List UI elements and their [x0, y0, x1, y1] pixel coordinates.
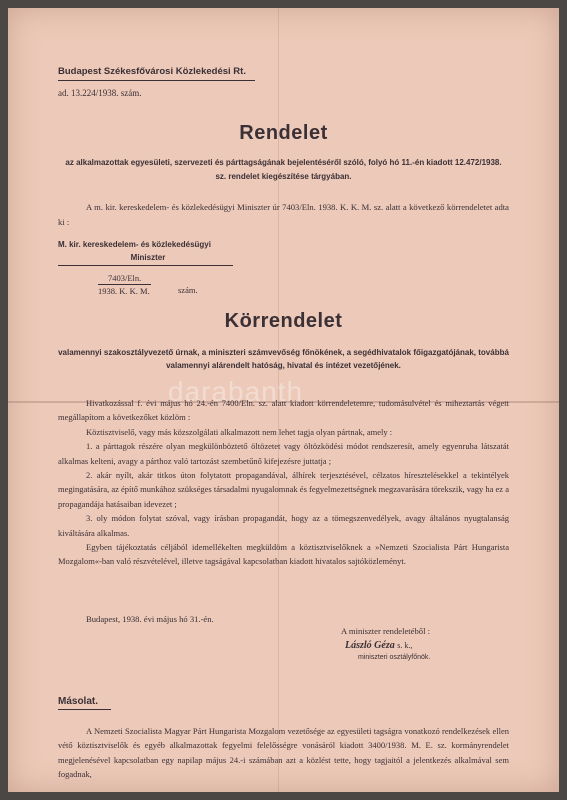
header-underline [58, 80, 255, 81]
circular-szam: szám. [178, 285, 198, 295]
signature-name [345, 640, 412, 651]
signature-preamble: A miniszter rendeletéből : [341, 626, 431, 636]
body-paragraph: 1. a párttagok részére olyan megkülönböztető öltözetet vagy öltözködési módot rendszeresít, amely egyenruha látszatát alkalmas kelteni, avagy a párthoz való tartozást szembetűnő kifejezésre juttatja ; [58, 441, 509, 466]
body-text [58, 396, 509, 569]
body-paragraph: Hivatkozással f. évi május hó 24.-én 7400/Eln. sz. alatt kiadott körrendeletemre, tudomásulvétel és miheztartás végett megállapítom a következőket közlöm : [58, 398, 509, 423]
title-korrendelet: Körrendelet [224, 310, 343, 332]
watermark: darabanth [168, 376, 304, 407]
circular-year: 1938. K. K. M. [98, 286, 150, 296]
circular-number: 7403/Eln. [98, 272, 151, 285]
ministry-line-2: Miniszter [130, 253, 166, 262]
signer-title: miniszteri osztályfőnök. [358, 654, 431, 661]
reference-number: ad. 13.224/1938. szám. [58, 88, 142, 98]
ministry-underline [58, 265, 233, 266]
copy-underline [58, 709, 111, 710]
body-paragraph: 3. oly módon folytat szóval, vagy írásban propagandát, hogy az a tömegszenvedélyek, avagy általános nyugtalanság kiváltására alkalmas. [58, 513, 509, 538]
ministry-line-1: M. kir. kereskedelem- és közlekedésügyi [58, 240, 211, 249]
title-rendelet: Rendelet [239, 122, 328, 144]
company-name: Budapest Székesfővárosi Közlekedési Rt. [58, 66, 246, 77]
intro-paragraph: A m. kir. kereskedelem- és közlekedésügyi Miniszter úr 7403/Eln. 1938. K. K. M. sz. alatt a következő körrendeletet adta ki : [58, 202, 509, 227]
signer-sk: s. k., [397, 641, 413, 650]
body-paragraph: Egyben tájékoztatás céljából idemellékelten megküldöm a köztisztviselőknek a »Nemzeti Szocialista Párt Hungarista Mozgalom«-ban való részvételével, illetve tagságával kapcsolatban kiadott hivatalos sajtóközleményt. [58, 542, 509, 567]
document-page [8, 8, 559, 792]
copy-paragraph: A Nemzeti Szocialista Magyar Párt Hungarista Mozgalom vezetősége az egyesületi tagságra vonatkozó rendelkezések ellen vétő köztisztviselők és egyéb alkalmazottak fegyelmi felelősségre vonásáról kiadott 3400/1938. M. E. sz. kormányrendelet megjelenésével kapcsolatban egy napilap május 24.-i számában azt a közlést tette, hogy tagjaitól a jelentkezés alkalmával sem fogadnak, [58, 726, 509, 780]
subtitle-rendelet: az alkalmazottak egyesületi, szervezeti és párttagságának bejelentéséről szóló, folyó hó 11.-én kiadott 12.472/1938. sz. rendelet kiegészítése tárgyában. [65, 158, 502, 181]
circular-reference [98, 272, 198, 297]
body-paragraph: Köztisztviselő, vagy más közszolgálati alkalmazott nem lehet tagja olyan pártnak, amely : [86, 426, 393, 437]
subtitle-korrendelet: valamennyi szakosztályvezető úrnak, a miniszteri számvevőség főnökének, a segédhivatalok főigazgatójának, továbbá valamennyi alárendelt hatóság, hivatal és intézet vezetőjének. [58, 348, 509, 370]
ministry-heading [58, 238, 238, 264]
body-paragraph: 2. akár nyílt, akár titkos úton folytatott propagandával, álhírek terjesztésével, célzatos híresztelésekkel a tekintélyek megingatására, az építő munkához szükséges társadalmi nyugalomnak és fegyelmezettségnek megzavarására törekszik, vagy ha ez a propagandája hatásaiban idevezet ; [58, 470, 509, 509]
copy-heading: Másolat. [58, 696, 99, 707]
date-line: Budapest, 1938. évi május hó 31.-én. [86, 614, 214, 624]
signer-name: László Géza [345, 640, 395, 651]
